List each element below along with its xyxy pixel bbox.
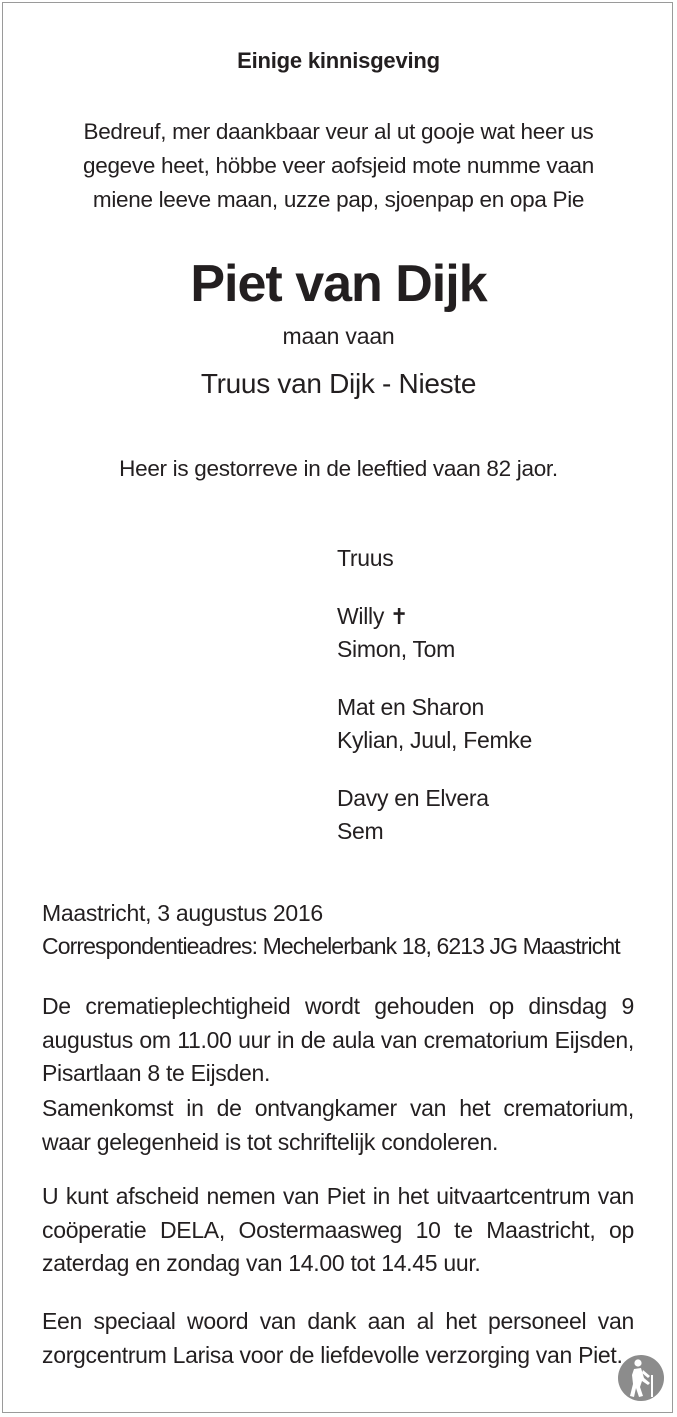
thanks-paragraph: Een speciaal woord van dank aan al het personeel van zorgcentrum Larisa voor de liefdevolle verzorging van Piet.	[42, 1308, 634, 1368]
cross-icon: ✝	[390, 604, 409, 629]
spouse-name: Truus van Dijk - Nieste	[200, 368, 477, 399]
family-member: Simon, Tom	[337, 636, 456, 662]
place-date: Maastricht, 3 augustus 2016	[42, 900, 323, 926]
family-member: Willy	[337, 603, 385, 629]
walking-figure-logo-icon	[617, 1354, 665, 1402]
intro-text	[0, 115, 677, 217]
family-list	[337, 542, 532, 873]
family-group	[337, 600, 532, 666]
intro-line: miene leeve maan, uzze pap, sjoenpap en opa Pie	[92, 187, 585, 212]
gathering-paragraph: Samenkomst in de ontvangkamer van het crematorium, waar gelegenheid is tot schriftelijk condoleren.	[42, 1095, 634, 1155]
family-member: Truus	[337, 545, 394, 571]
family-group	[337, 691, 532, 757]
family-member: Kylian, Juul, Femke	[337, 727, 532, 753]
family-member: Davy en Elvera	[337, 785, 489, 811]
family-member: Sem	[337, 818, 384, 844]
deceased-name: Piet van Dijk	[190, 255, 487, 313]
family-group	[337, 542, 532, 575]
family-group	[337, 782, 532, 848]
intro-line: gegeve heet, höbbe veer aofsjeid mote numme vaan	[83, 153, 594, 178]
husband-of-label: maan vaan	[282, 323, 395, 349]
intro-line: Bedreuf, mer daankbaar veur al ut gooje wat heer us	[83, 119, 594, 144]
family-member-line	[337, 600, 532, 633]
age-statement: Heer is gestorreve in de leeftied vaan 82 jaor.	[119, 456, 558, 481]
family-member: Mat en Sharon	[337, 694, 484, 720]
correspondence-address: Correspondentieadres: Mechelerbank 18, 6213 JG Maastricht	[42, 933, 620, 959]
ceremony-paragraph: De crematieplechtigheid wordt gehouden op dinsdag 9 augustus om 11.00 uur in de aula van crematorium Eijsden, Pisartlaan 8 te Eijsden.	[42, 993, 634, 1086]
notice-heading: Einige kinnisgeving	[237, 48, 440, 73]
farewell-paragraph: U kunt afscheid nemen van Piet in het uitvaartcentrum van coöperatie DELA, Oostermaasweg 10 te Maastricht, op zaterdag en zondag van 14.00 tot 14.45 uur.	[42, 1183, 634, 1276]
